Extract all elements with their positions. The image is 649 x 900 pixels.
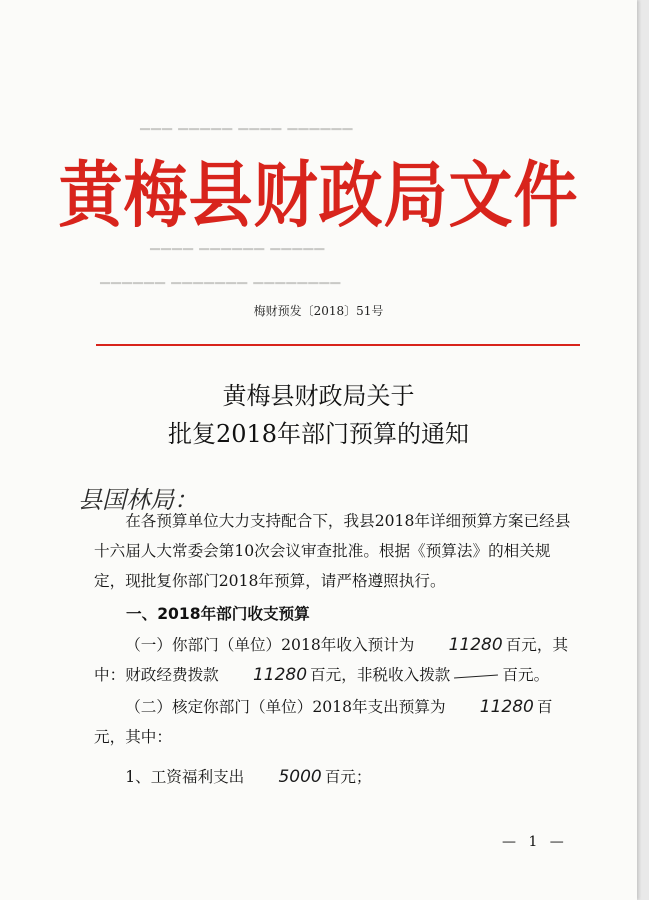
salary-text-b: 百元；	[324, 768, 372, 786]
section-heading-budget: 一、2018年部门收支预算	[126, 605, 310, 623]
income-budget-paragraph	[94, 630, 574, 690]
expense-total-handwritten: 11280	[479, 697, 534, 717]
bleed-through-text: ▁▁▁▁ ▁▁▁▁▁▁ ▁▁▁▁▁	[150, 236, 326, 251]
income-text-a: （一）你部门（单位）2018年收入预计为	[125, 636, 415, 654]
salary-amount-handwritten: 5000	[278, 767, 322, 787]
recipient-handwritten: 县国林局：	[78, 486, 198, 514]
intro-paragraph: 在各预算单位大力支持配合下，我县2018年详细预算方案已经县十六届人大常委会第10次会议审查批准。根据《预算法》的相关规定，现批复你部门2018年预算，请严格遵照执行。	[94, 512, 571, 590]
bleed-through-text: ▁▁▁▁▁▁ ▁▁▁▁▁▁▁ ▁▁▁▁▁▁▁▁	[100, 270, 342, 285]
income-total-handwritten: 11280	[448, 635, 503, 655]
expense-budget-paragraph	[94, 692, 574, 752]
salary-expense-line	[94, 762, 574, 792]
document-header-title: 黄梅县财政局文件	[58, 154, 579, 238]
page-number: — 1 —	[502, 834, 568, 850]
document-number: 梅财预发〔2018〕51号	[253, 304, 384, 318]
income-text-b: 百元，其中：财政经费拨款	[94, 636, 569, 684]
fiscal-allocation-handwritten: 11280	[252, 665, 308, 685]
notice-title-line-2: 批复2018年部门预算的通知	[167, 420, 470, 448]
nontax-dash-mark	[454, 674, 498, 678]
notice-title-line-1: 黄梅县财政局关于	[222, 382, 415, 410]
expense-text-b: 百元，其中：	[94, 698, 553, 746]
salary-text-a: 1、工资福利支出	[125, 768, 245, 786]
income-text-d: 百元。	[502, 666, 550, 684]
bleed-through-text: ▁▁▁ ▁▁▁▁▁ ▁▁▁▁ ▁▁▁▁▁▁	[140, 116, 354, 131]
red-divider-line	[96, 344, 580, 346]
expense-text-a: （二）核定你部门（单位）2018年支出预算为	[125, 698, 446, 716]
income-text-c: 百元，非税收入拨款	[310, 666, 451, 684]
